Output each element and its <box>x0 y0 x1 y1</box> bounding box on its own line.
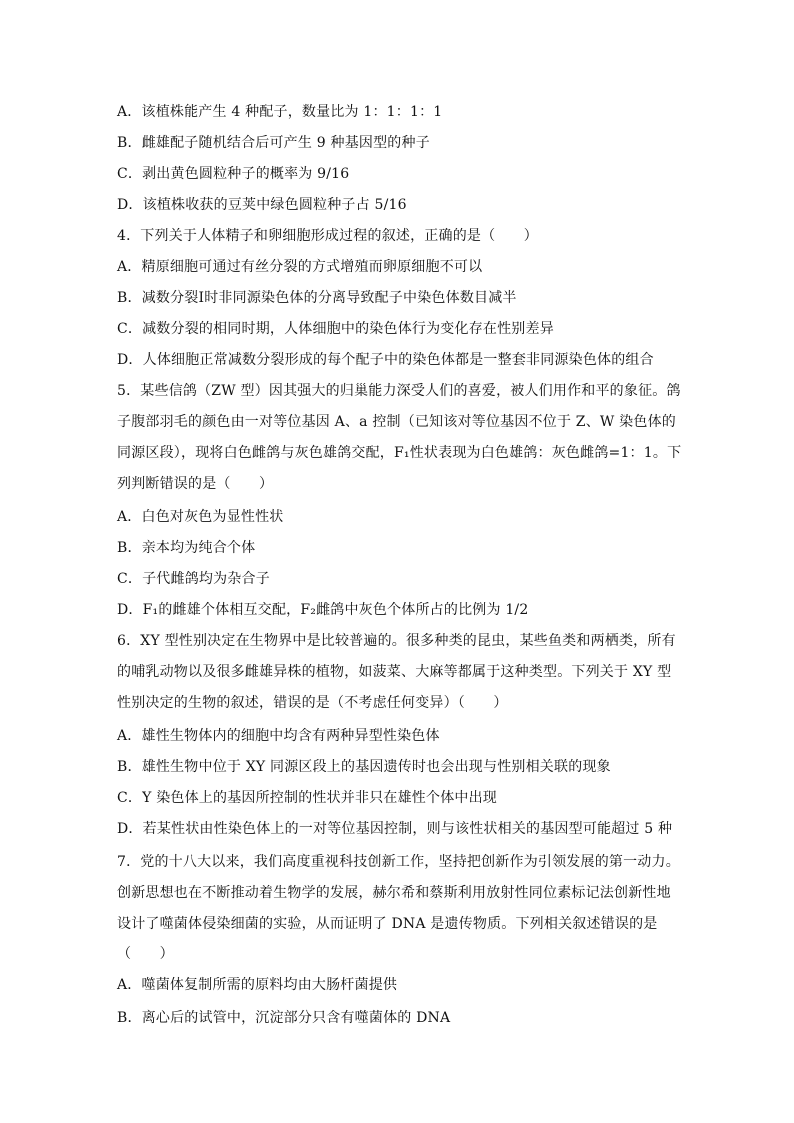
option-c-q4: C．减数分裂的相同时期，人体细胞中的染色体行为变化存在性别差异 <box>117 321 554 337</box>
question-5-stem-line-3: 同源区段），现将白色雌鸽与灰色雄鸽交配，F₁性状表现为白色雄鸽：灰色雌鸽=1：1。下 <box>117 445 682 461</box>
question-5-stem-line-1: 5．某些信鸽（ZW 型）因其强大的归巢能力深受人们的喜爱，被人们用作和平的象征。鸽 <box>117 383 681 399</box>
option-b-q6: B．雄性生物中位于 XY 同源区段上的基因遗传时也会出现与性别相关联的现象 <box>117 759 611 775</box>
question-6-stem-line-2: 的哺乳动物以及很多雌雄异株的植物，如菠菜、大麻等都属于这种类型。下列关于 XY 型 <box>117 664 672 680</box>
option-d-q5: D．F₁的雌雄个体相互交配，F₂雌鸽中灰色个体所占的比例为 1/2 <box>117 602 529 618</box>
option-a-q4: A．精原细胞可通过有丝分裂的方式增殖而卵原细胞不可以 <box>117 259 483 275</box>
question-7-stem-line-3: 设计了噬菌体侵染细菌的实验，从而证明了 DNA 是遗传物质。下列相关叙述错误的是 <box>117 916 658 932</box>
option-b-q5: B．亲本均为纯合个体 <box>117 540 256 556</box>
option-a-q7: A．噬菌体复制所需的原料均由大肠杆菌提供 <box>117 977 398 993</box>
question-4-stem: 4．下列关于人体精子和卵细胞形成过程的叙述，正确的是（ ） <box>117 228 538 244</box>
question-5-stem-line-4: 列判断错误的是（ ） <box>117 476 274 492</box>
option-c-q5: C．子代雌鸽均为杂合子 <box>117 571 270 587</box>
question-7-stem-line-1: 7．党的十八大以来，我们高度重视科技创新工作，坚持把创新作为引领发展的第一动力。 <box>117 854 680 870</box>
question-5-stem-line-2: 子腹部羽毛的颜色由一对等位基因 A、a 控制（已知该对等位基因不位于 Z、W 染色体的 <box>117 414 676 430</box>
question-7-stem-line-2: 创新思想也在不断推动着生物学的发展，赫尔希和蔡斯利用放射性同位素标记法创新性地 <box>117 885 671 901</box>
option-d-q3: D．该植株收获的豆荚中绿色圆粒种子占 5/16 <box>117 197 407 213</box>
option-c-q6: C．Y 染色体上的基因所控制的性状并非只在雄性个体中出现 <box>117 790 498 806</box>
question-6-stem-line-1: 6．XY 型性别决定在生物界中是比较普遍的。很多种类的昆虫，某些鱼类和两栖类，所有 <box>117 633 676 649</box>
option-a-q6: A．雄性生物体内的细胞中均含有两种异型性染色体 <box>117 728 440 744</box>
option-a-q3: A．该植株能产生 4 种配子，数量比为 1：1：1：1 <box>117 104 443 120</box>
option-a-q5: A．白色对灰色为显性性状 <box>117 509 284 525</box>
option-c-q3: C．剥出黄色圆粒种子的概率为 9/16 <box>117 166 350 182</box>
option-b-q4: B．减数分裂Ⅰ时非同源染色体的分离导致配子中染色体数目减半 <box>117 290 517 306</box>
question-6-stem-line-3: 性别决定的生物的叙述，错误的是（不考虑任何变异）（ ） <box>117 695 508 711</box>
question-7-stem-line-4: （ ） <box>117 946 174 962</box>
option-d-q4: D．人体细胞正常减数分裂形成的每个配子中的染色体都是一整套非同源染色体的组合 <box>117 352 654 368</box>
option-b-q3: B．雌雄配子随机结合后可产生 9 种基因型的种子 <box>117 135 430 151</box>
option-d-q6: D．若某性状由性染色体上的一对等位基因控制，则与该性状相关的基因型可能超过 5 种 <box>117 821 673 837</box>
option-b-q7: B．离心后的试管中，沉淀部分只含有噬菌体的 DNA <box>117 1010 451 1026</box>
